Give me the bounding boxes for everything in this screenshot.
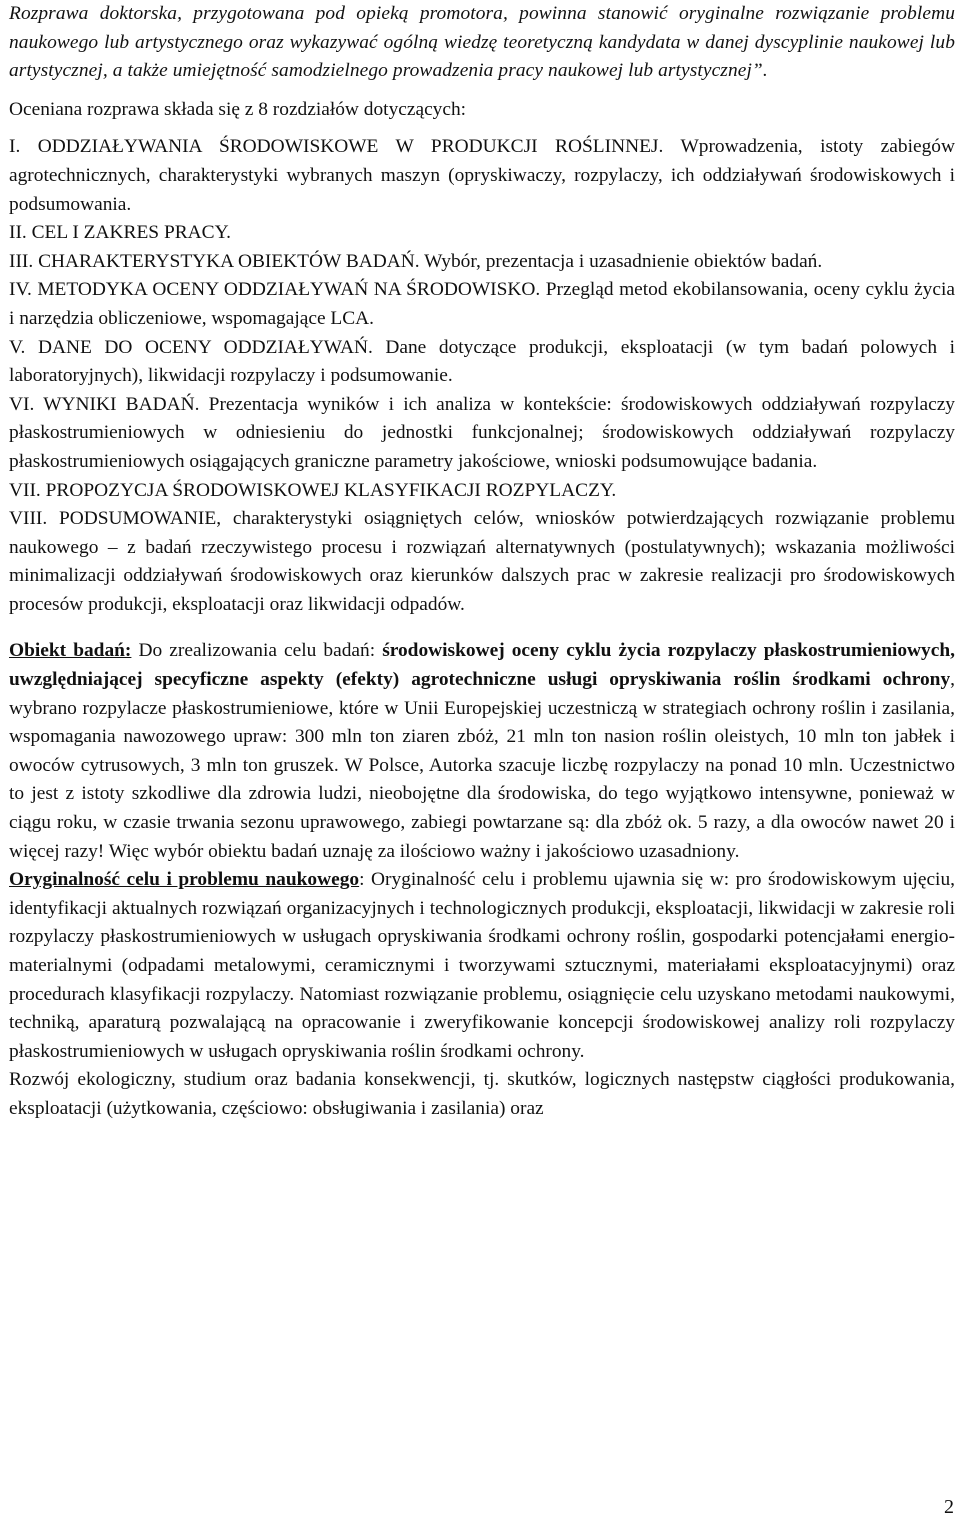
chapter-list	[9, 133, 955, 619]
document-page	[9, 0, 955, 1124]
research-object-bold: środowiskowej oceny cyklu życia rozpylaczy płaskostrumieniowych, uwzględniającej specyficzne aspekty (efekty) agrotechniczne usługi opryskiwania roślin środkami ochrony	[9, 640, 955, 691]
chapter-number: VI.	[9, 393, 35, 415]
chapter-number: II.	[9, 222, 27, 244]
chapter-description: charakterystyki osiągniętych celów, wniosków potwierdzających rozwiązanie problemu naukowego – z badań rzeczywistego procesu i rozwiązań alternatywnych (postulatywnych); wskazania możliwości minimalizacji oddziaływań środowiskowych oraz kierunków dalszych prac w zakresie realizacji pro środowiskowych procesów produkcji, eksploatacji oraz likwidacji odpadów.	[9, 508, 955, 615]
research-object-paragraph	[9, 637, 955, 866]
page-number: 2	[944, 1496, 954, 1519]
chapter-description: Przegląd metod ekobilansowania, oceny cyklu życia i narzędzia obliczeniowe, wspomagające LCA.	[9, 279, 955, 329]
chapter-title: CHARAKTERYSTYKA OBIEKTÓW BADAŃ.	[38, 250, 420, 272]
chapter-description: Dane dotyczące produkcji, eksploatacji (w tym badań polowych i laboratoryjnych), likwidacji rozpylaczy i podsumowanie.	[9, 336, 955, 387]
chapter-number: V.	[9, 336, 26, 358]
chapter-number: IV.	[9, 279, 32, 301]
chapter-number: VIII.	[9, 508, 48, 530]
chapter-title: PODSUMOWANIE,	[58, 508, 222, 530]
intro-quote: Rozprawa doktorska, przygotowana pod opieką promotora, powinna stanowić oryginalne rozwiązanie problemu naukowego lub artystycznego oraz wykazywać ogólną wiedzę teoretyczną kandydata w danej dyscyplinie naukowej lub artystycznej, a także umiejętność samodzielnego prowadzenia pracy naukowej lub artystycznej”.	[9, 3, 955, 82]
originality-paragraph	[9, 866, 955, 1066]
chapter-item	[9, 133, 955, 219]
chapters-lead: Oceniana rozprawa składa się z 8 rozdziałów dotyczących:	[9, 98, 467, 120]
chapter-item	[9, 276, 955, 333]
chapter-title: PROPOZYCJA ŚRODOWISKOWEJ KLASYFIKACJI ROZPYLACZY.	[45, 479, 617, 501]
chapter-item	[9, 334, 955, 391]
chapter-number: III.	[9, 250, 34, 272]
chapter-title: WYNIKI BADAŃ.	[43, 393, 200, 415]
research-object-text-b: , wybrano rozpylacze płaskostrumieniowe, które w Unii Europejskiej uczestniczą w strategiach ochrony roślin i zasilania, wspomagania nawozowego upraw: 300 mln ton ziaren zbóż, 21 mln ton nasion roślin oleistych, 10 mln ton jabłek i owoców cytrusowych, 3 mln ton gruszek. W Polsce, Autorka szacuje liczbę rozpylaczy na ponad 10 mln. Uczestnictwo to jest z istoty szkodliwe dla zdrowia ludzi, nieobojętne dla środowiska, do tego wyjątkowo intensywne, ponieważ w ciągu roku, w czasie trwania sezonu uprawowego, zabiegi powtarzane są: dla zbóż ok. 5 razy, a dla owoców nawet 20 i więcej razy! Więc wybór obiektu badań uznaję za ilościowo ważny i jakościowo uzasadniony.	[9, 669, 955, 862]
chapter-title: ODDZIAŁYWANIA ŚRODOWISKOWE W PRODUKCJI ROŚLINNEJ.	[37, 136, 664, 158]
research-object-label: Obiekt badań:	[9, 640, 132, 662]
closing-paragraph: Rozwój ekologiczny, studium oraz badania konsekwencji, tj. skutków, logicznych następstw ciągłości produkowania, eksploatacji (użytkowania, częściowo: obsługiwania i zasilania) oraz	[9, 1069, 955, 1119]
chapter-item	[9, 248, 955, 277]
chapter-title: METODYKA OCENY ODDZIAŁYWAŃ NA ŚRODOWISKO.	[37, 279, 541, 301]
chapter-item	[9, 391, 955, 477]
originality-label: Oryginalność celu i problemu naukowego	[9, 869, 360, 891]
chapter-title: DANE DO OCENY ODDZIAŁYWAŃ.	[37, 336, 373, 358]
chapter-description: Prezentacja wyników i ich analiza w kontekście: środowiskowych oddziaływań rozpylaczy płaskostrumieniowych w odniesieniu do jednostki funkcjonalnej; środowiskowych oddziaływań rozpylaczy płaskostrumieniowych osiągających graniczne parametry jakościowe, wnioski podsumowujące badania.	[9, 393, 955, 472]
chapter-item	[9, 505, 955, 619]
chapter-item	[9, 477, 955, 506]
chapter-item	[9, 219, 955, 248]
chapter-description: Wprowadzenia, istoty zabiegów agrotechnicznych, charakterystyki wybranych maszyn (opryskiwaczy, rozpylaczy, ich oddziaływań środowiskowych i podsumowania.	[9, 136, 955, 215]
chapter-description: Wybór, prezentacja i uzasadnienie obiektów badań.	[419, 250, 823, 272]
chapter-number: VII.	[9, 479, 41, 501]
chapter-title: CEL I ZAKRES PRACY.	[31, 222, 231, 244]
chapter-number: I.	[9, 136, 21, 158]
research-object-text-a: Do zrealizowania celu badań:	[131, 640, 383, 662]
originality-text: : Oryginalność celu i problemu ujawnia się w: pro środowiskowym ujęciu, identyfikacji aktualnych rozwiązań organizacyjnych i technologicznych produkcji, eksploatacji, likwidacji w zakresie roli rozpylaczy płaskostrumieniowych w usługach opryskiwania środkami ochrony roślin, gospodarki potencjałami energio-materialnymi (odpadami metalowymi, ceramicznymi i tworzywami sztucznymi, materiałami eksploatacyjnymi) oraz procedurach klasyfikacji rozpylaczy. Natomiast rozwiązanie problemu, osiągnięcie celu uzyskano metodami naukowymi, techniką, aparaturą pozwalającą na opracowanie i zweryfikowanie koncepcji środowiskowej analizy roli rozpylaczy płaskostrumieniowych w usługach opryskiwania roślin środkami ochrony.	[9, 869, 955, 1062]
